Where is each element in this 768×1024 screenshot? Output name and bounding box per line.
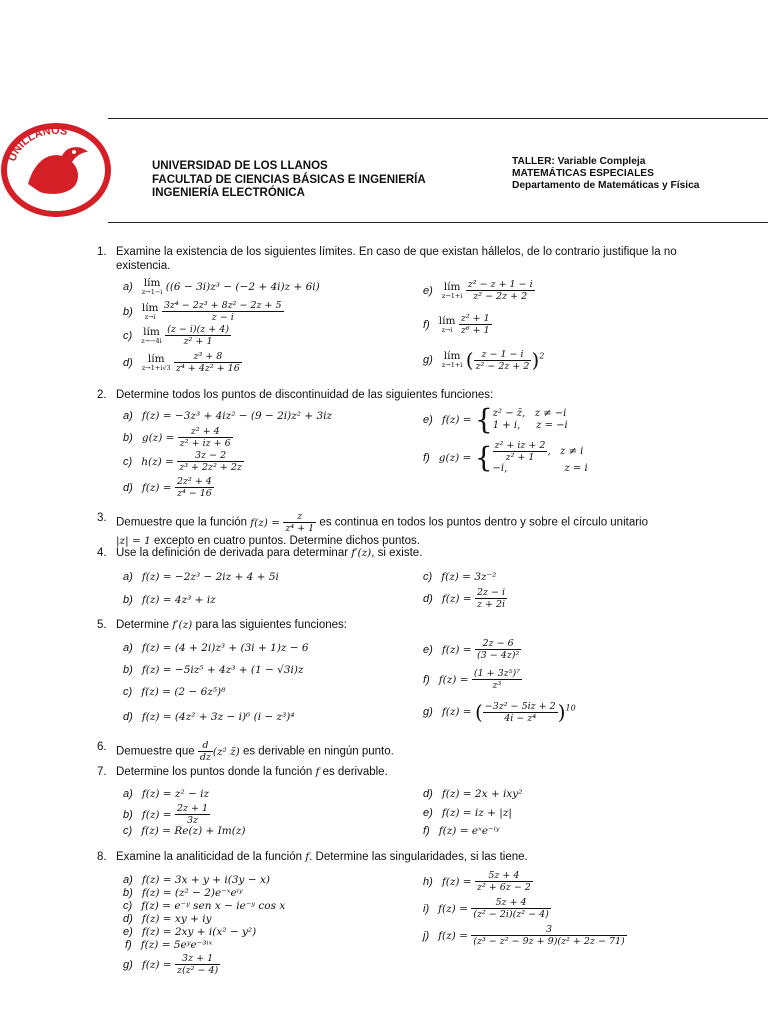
course-header bbox=[512, 156, 699, 191]
q2-item-f: f) g(z) = { $\frac{\text{z² + iz + 2}}{\text{z² + 1}}$ , z ≠ i −i, z = i bbox=[423, 440, 588, 474]
item-label: h) bbox=[423, 875, 433, 888]
q8-item-h: h) f(z) = $\frac{5z + 4}{\text{z² + 6z − 2}}$ bbox=[423, 870, 531, 893]
item-label: g) bbox=[423, 706, 433, 718]
q1-item-a: a) lím z→1−i ((6 − 3i)z³ − (−2 + 4i)z + 6i) bbox=[123, 277, 320, 296]
item-label: e) bbox=[423, 807, 433, 819]
q8-item-i: i) f(z) = $\frac{5z + 4}{\text{(z² − 2i)(z² − 4)}}$ bbox=[423, 897, 549, 920]
item-label: f) bbox=[423, 673, 430, 686]
institution-header bbox=[152, 160, 426, 201]
item-label: a) bbox=[123, 571, 133, 583]
item-label: d) bbox=[123, 356, 133, 369]
q5-item-c: c) f(z) = (2 − 6z⁵)⁸ bbox=[123, 686, 226, 698]
question-text-line2: excepto en cuatro puntos. Determine dichos puntos. bbox=[153, 535, 420, 547]
question-3: 3. Demuestre que la función f(z) = $\frac{z}{\text{z⁴ + 1}}$ es continua en todos los puntos dentro y sobre el círculo unitario |z| = 1 excepto en cuatro puntos. Determine dichos puntos. bbox=[97, 511, 649, 547]
question-text: Use la definición de derivada para determinar bbox=[116, 547, 349, 559]
question-text: Determine todos los puntos de discontinuidad de las siguientes funciones: bbox=[116, 389, 494, 401]
q1-item-c: c) lím z→−4i $\frac{(z - i)(z + 4)}{\text{z² + 1}}$ bbox=[123, 324, 230, 347]
q2-item-c: c) h(z) = $\frac{3z - 2}{\text{z³ + 2z² + 2z}}$ bbox=[123, 450, 242, 473]
question-text: Examine la analiticidad de la función bbox=[116, 851, 303, 863]
question-text: Demuestre que bbox=[116, 745, 195, 758]
q5-item-d: d) f(z) = (4z² + 3z − i)⁶ (i − z³)⁴ bbox=[123, 711, 295, 723]
question-text: Determine los puntos donde la función bbox=[116, 766, 313, 778]
item-label: e) bbox=[423, 643, 433, 656]
workshop-title: TALLER: Variable Compleja bbox=[512, 156, 646, 167]
question-1 bbox=[97, 245, 725, 273]
unillanos-logo bbox=[0, 122, 112, 218]
question-number: 8. bbox=[97, 851, 107, 863]
question-text-cont: . Determine las singularidades, si las tiene. bbox=[309, 851, 528, 863]
q8-item-c: c) f(z) = e⁻ʸ sen x − ie⁻ʸ cos x bbox=[123, 900, 286, 912]
q5-item-g: g) f(z) = ( $\frac{\text{−3z² − 5iz + 2}}{\text{4i − z⁴}}$ )$^{10}$ bbox=[423, 700, 576, 724]
header-top-rule bbox=[108, 118, 768, 119]
q7-item-b: b) f(z) = $\frac{2z + 1}{3z}$ bbox=[123, 803, 209, 826]
item-label: d) bbox=[123, 481, 133, 494]
q1-item-d: d) lím z→1+i√3 $\frac{\text{z³ + 8}}{\text{z⁴ + 4z² + 16}}$ bbox=[123, 351, 240, 374]
item-label: g) bbox=[123, 958, 133, 971]
question-2 bbox=[97, 388, 725, 402]
q8-item-f: f) f(z) = 5eʸe⁻³ⁱˣ bbox=[125, 939, 213, 951]
q7-item-c: c) f(z) = Re(z) + Im(z) bbox=[123, 825, 246, 837]
q2-item-b: b) g(z) = $\frac{\text{z² + 4}}{\text{z² + iz + 6}}$ bbox=[123, 426, 231, 449]
question-number: 5. bbox=[97, 619, 107, 631]
item-label: d) bbox=[123, 711, 133, 723]
item-label: a) bbox=[123, 874, 133, 886]
question-5: 5. Determine f′(z) para las siguientes funciones: bbox=[97, 619, 347, 631]
q4-item-d: d) f(z) = $\frac{2z - i}{z + 2i}$ bbox=[423, 587, 506, 610]
question-number: 7. bbox=[97, 766, 107, 778]
q7-item-a: a) f(z) = z² − iz bbox=[123, 788, 210, 800]
q8-item-b: b) f(z) = (z² − 2)e⁻ˣeⁱʸ bbox=[123, 887, 243, 899]
item-label: a) bbox=[123, 410, 133, 422]
item-label: d) bbox=[123, 913, 133, 925]
item-label: c) bbox=[123, 329, 133, 342]
item-label: c) bbox=[123, 900, 133, 912]
question-text-cont: es derivable en ningún punto. bbox=[242, 745, 394, 758]
q1-item-b: b) lím z→i $\frac{\text{3z⁴ − 2z³ + 8z² − 2z + 5}}{z - i}$ bbox=[123, 300, 282, 323]
item-label: d) bbox=[423, 592, 433, 605]
course-name: MATEMÁTICAS ESPECIALES bbox=[512, 167, 654, 179]
item-label: j) bbox=[423, 929, 430, 942]
university-name: UNIVERSIDAD DE LOS LLANOS bbox=[152, 160, 328, 172]
q8-item-a: a) f(z) = 3x + y + i(3y − x) bbox=[123, 874, 270, 886]
question-4: 4. Use la definición de derivada para determinar f′(z), si existe. bbox=[97, 547, 423, 559]
q8-item-e: e) f(z) = 2xy + i(x² − y²) bbox=[123, 926, 257, 938]
question-7: 7. Determine los puntos donde la función f es derivable. bbox=[97, 766, 388, 778]
q7-item-e: e) f(z) = iz + |z| bbox=[423, 807, 512, 819]
q5-item-a: a) f(z) = (4 + 2i)z³ + (3i + 1)z − 6 bbox=[123, 642, 309, 654]
question-text-cont: es continua en todos los puntos dentro y sobre el círculo unitario bbox=[319, 516, 649, 529]
question-6: 6. Demuestre que $\frac{d}{dz}$ (z² z̄) es derivable en ningún punto. bbox=[97, 740, 394, 763]
item-label: f) bbox=[423, 825, 430, 837]
q5-item-e: e) f(z) = $\frac{2z - 6}{\text{(3 − 4z)²}}$ bbox=[423, 638, 520, 661]
item-label: b) bbox=[123, 431, 133, 444]
svg-text:UNILLANOS: UNILLANOS bbox=[6, 124, 69, 164]
q8-item-d: d) f(z) = xy + iy bbox=[123, 913, 212, 925]
item-label: b) bbox=[123, 808, 133, 821]
item-label: c) bbox=[123, 686, 133, 698]
item-label: e) bbox=[423, 414, 433, 426]
question-number: 3. bbox=[97, 512, 107, 524]
q1-item-e: e) lím z→1+i $\frac{\text{z² − z + 1 − i}}{\text{z² − 2z + 2}}$ bbox=[423, 279, 533, 302]
q7-item-d: d) f(z) = 2x + ixy² bbox=[423, 788, 523, 800]
item-label: c) bbox=[423, 571, 433, 583]
q1-item-f: f) lím z→i $\frac{\text{z² + 1}}{\text{z⁶ + 1}}$ bbox=[423, 313, 490, 336]
q4-item-a: a) f(z) = −2z³ − 2iz + 4 + 5i bbox=[123, 571, 279, 583]
q1-item-g: g) lím z→1+i ( $\frac{z - 1 - i}{\text{z² − 2z + 2}}$ )$^2$ bbox=[423, 348, 545, 372]
item-label: f) bbox=[423, 451, 430, 464]
faculty-name: FACULTAD DE CIENCIAS BÁSICAS E INGENIERÍA bbox=[152, 173, 426, 186]
question-number: 6. bbox=[97, 741, 107, 753]
item-label: i) bbox=[423, 902, 430, 915]
item-label: b) bbox=[123, 594, 133, 606]
item-label: g) bbox=[423, 354, 433, 366]
question-number: 1. bbox=[97, 246, 107, 258]
item-label: b) bbox=[123, 887, 133, 899]
item-label: c) bbox=[123, 825, 133, 837]
program-name: INGENIERÍA ELECTRÓNICA bbox=[152, 187, 305, 199]
question-8: 8. Examine la analiticidad de la función f. Determine las singularidades, si las tiene. bbox=[97, 851, 528, 863]
item-label: e) bbox=[123, 926, 133, 938]
department-name: Departamento de Matemáticas y Física bbox=[512, 179, 700, 191]
item-label: e) bbox=[423, 284, 433, 297]
item-label: c) bbox=[123, 455, 133, 468]
q8-item-j: j) f(z) = $\frac{3}{\text{(z³ − z² − 9z + 9)(z² + 2z − 71)}}$ bbox=[423, 924, 625, 947]
question-number: 2. bbox=[97, 389, 107, 401]
question-text: Examine la existencia de los siguientes límites. En caso de que existan hállelos, de lo contrario justifique la no existencia. bbox=[116, 246, 677, 272]
question-text: Determine bbox=[116, 619, 170, 631]
q7-item-f: f) f(z) = eˣe⁻ⁱʸ bbox=[423, 825, 500, 837]
item-label: f) bbox=[125, 939, 132, 951]
item-label: b) bbox=[123, 664, 133, 676]
q4-item-c: c) f(z) = 3z⁻² bbox=[423, 571, 497, 583]
item-label: a) bbox=[123, 788, 133, 800]
question-number: 4. bbox=[97, 547, 107, 559]
q2-item-d: d) f(z) = $\frac{\text{2z² + 4}}{\text{z⁴ − 16}}$ bbox=[123, 476, 212, 499]
q4-item-b: b) f(z) = 4z³ + iz bbox=[123, 594, 216, 606]
q2-item-e: e) f(z) = { z² − z̄, z ≠ −i 1 + i, z = −i bbox=[423, 403, 568, 436]
header-bottom-rule bbox=[108, 222, 768, 223]
item-label: a) bbox=[123, 281, 133, 293]
item-label: a) bbox=[123, 642, 133, 654]
q8-item-g: g) f(z) = $\frac{3z + 1}{\text{z(z² − 4)}}$ bbox=[123, 953, 219, 976]
q2-item-a: a) f(z) = −3z³ + 4iz² − (9 − 2i)z² + 3iz bbox=[123, 410, 333, 422]
question-text-cont: para las siguientes funciones: bbox=[195, 619, 347, 631]
q5-item-f: f) f(z) = $\frac{\text{(1 + 3z⁵)⁷}}{\text{z³}}$ bbox=[423, 668, 521, 691]
question-text-cont: , si existe. bbox=[371, 547, 423, 559]
question-text: Demuestre que la función bbox=[116, 516, 248, 529]
item-label: d) bbox=[423, 788, 433, 800]
q5-item-b: b) f(z) = −5iz⁵ + 4z³ + (1 − √3i)z bbox=[123, 664, 304, 676]
question-text-cont: es derivable. bbox=[322, 766, 388, 778]
item-label: b) bbox=[123, 305, 133, 318]
item-label: f) bbox=[423, 318, 430, 331]
